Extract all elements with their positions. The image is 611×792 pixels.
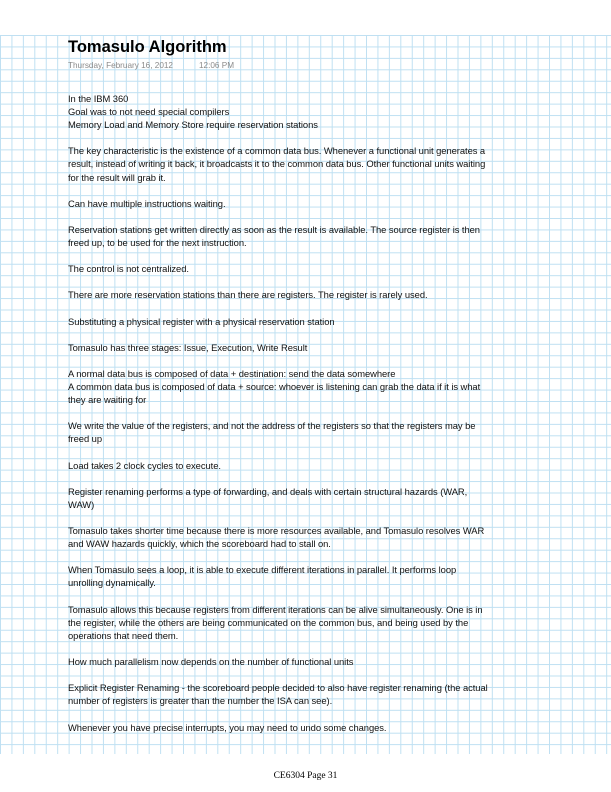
note-paragraph [68, 563, 568, 589]
note-paragraph [68, 655, 568, 668]
note-line: and WAW hazards quickly, which the scoreboard had to stall on. [68, 538, 331, 550]
note-content [68, 36, 568, 747]
note-line: Tomasulo has three stages: Issue, Execution, Write Result [68, 341, 308, 353]
note-line: Tomasulo takes shorter time because there is more resources available, and Tomasulo resolves WAR [68, 525, 485, 537]
note-line: We write the value of the registers, and not the address of the registers so that the registers may be [68, 420, 476, 432]
note-paragraph [68, 367, 568, 406]
note-line: When Tomasulo sees a loop, it is able to execute different iterations in parallel. It performs loop [68, 564, 457, 576]
note-line: freed up [68, 433, 103, 445]
note-paragraph [68, 419, 568, 445]
note-line: The control is not centralized. [68, 263, 189, 275]
note-paragraph [68, 485, 568, 511]
note-paragraph [68, 524, 568, 550]
note-paragraph [68, 681, 568, 707]
note-line: Whenever you have precise interrupts, you may need to undo some changes. [68, 721, 387, 733]
note-line: unrolling dynamically. [68, 577, 156, 589]
note-line: There are more reservation stations than there are registers. The register is rarely used. [68, 289, 428, 301]
note-line: In the IBM 360 [68, 93, 129, 104]
note-line: Load takes 2 clock cycles to execute. [68, 459, 221, 471]
note-line: Can have multiple instructions waiting. [68, 197, 226, 209]
note-line: How much parallelism now depends on the number of functional units [68, 656, 354, 668]
note-line: they are waiting for [68, 394, 147, 406]
note-line: Reservation stations get written directly as soon as the result is available. The source register is then [68, 223, 480, 235]
note-paragraph [68, 603, 568, 642]
note-line: The key characteristic is the existence of a common data bus. Whenever a functional unit generates a [68, 145, 486, 157]
note-line: A normal data bus is composed of data + destination: send the data somewhere [68, 367, 396, 379]
note-paragraph [68, 144, 568, 183]
note-paragraph [68, 721, 568, 734]
note-paragraph [68, 223, 568, 249]
note-line: freed up, to be used for the next instruction. [68, 237, 247, 249]
note-line: the register, while the others are being communicated on the common bus, and being used by the [68, 616, 469, 628]
note-line: Tomasulo allows this because registers from different iterations can be alive simultaneously. One is in [68, 603, 483, 615]
note-paragraph [68, 459, 568, 472]
note-line: Explicit Register Renaming - the scoreboard people decided to also have register renaming (the actual [68, 682, 488, 694]
note-paragraph [68, 315, 568, 328]
note-paragraph [68, 92, 568, 131]
note-paragraph [68, 262, 568, 275]
note-paragraph [68, 288, 568, 301]
note-line: Goal was to not need special compilers [68, 106, 230, 118]
note-line: result, instead of writing it back, it broadcasts it to the common data bus. Other functional units waiting [68, 158, 486, 170]
note-line: Memory Load and Memory Store require reservation stations [68, 119, 318, 131]
page-title: Tomasulo Algorithm [68, 38, 227, 56]
note-body [68, 92, 568, 734]
note-line: Register renaming performs a type of forwarding, and deals with certain structural hazards (WAR, [68, 485, 468, 497]
note-date: Thursday, February 16, 2012 [68, 61, 173, 70]
note-time: 12:06 PM [198, 61, 235, 70]
note-line: Substituting a physical register with a physical reservation station [68, 315, 335, 327]
page-footer: CE6304 Page 31 [273, 771, 338, 781]
note-line: for the result will grab it. [68, 171, 166, 183]
note-timestamp [68, 60, 568, 71]
note-line: operations that need them. [68, 629, 179, 641]
note-line: WAW) [68, 498, 95, 510]
note-paragraph [68, 341, 568, 354]
note-paragraph [68, 197, 568, 210]
note-line: A common data bus is composed of data + source: whoever is listening can grab the data if it is what [68, 381, 481, 393]
note-line: number of registers is greater than the number the ISA can see). [68, 695, 333, 707]
